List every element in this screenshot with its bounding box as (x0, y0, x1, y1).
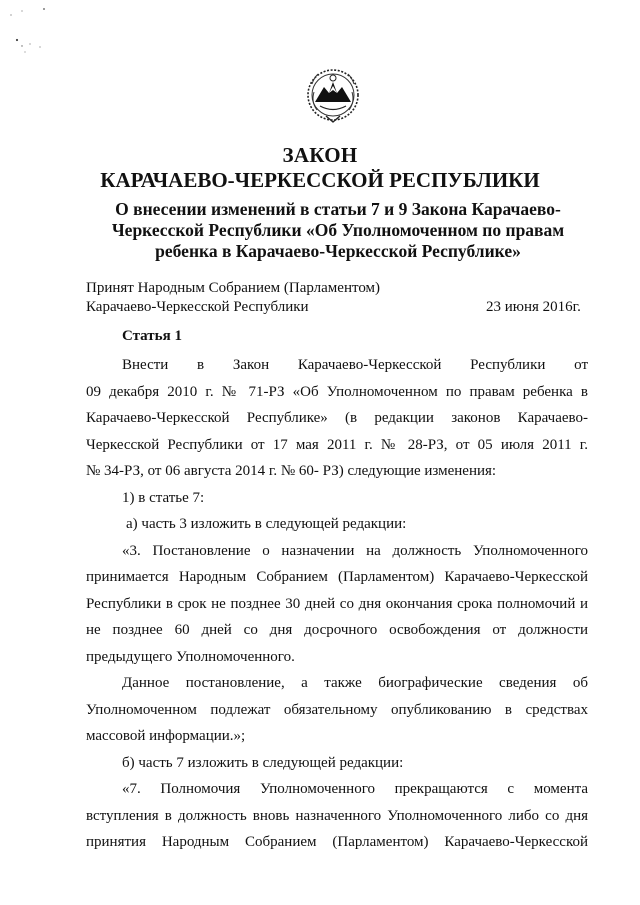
intro-line: Внести в Закон Карачаево-Черкесской Республики от (122, 357, 588, 373)
quote-part-7-line: вступления в должность вновь назначенного Уполномоченного либо со дня (86, 807, 588, 824)
subject-line: Черкесской Республики «Об Уполномоченном по правам (111, 220, 565, 240)
adoption-note (86, 279, 380, 317)
intro-line: Карачаево-Черкесской Республике» (в редакции законов Карачаево- (86, 410, 588, 426)
adoption-date: 23 июня 2016г. (486, 299, 581, 315)
intro-line: 09 декабря 2010 г. № 71-РЗ «Об Уполномоченном по правам ребенка в (86, 383, 588, 400)
quote-part-3-line: принимается Народным Собранием (Парламентом) Карачаево-Черкесской (86, 569, 588, 585)
list-item-part-7: б) часть 7 изложить в следующей редакции: (122, 754, 404, 771)
publication-line: Уполномоченном подлежат обязательному опубликованию в средствах (86, 701, 588, 718)
adoption-line: Принят Народным Собранием (Парламентом) (86, 280, 381, 296)
law-body (86, 325, 588, 856)
list-item-article-7: 1) в статье 7: (122, 489, 205, 506)
scan-artifact-marks (8, 6, 48, 56)
law-title: ЗАКОН (282, 143, 358, 167)
law-subject (78, 199, 598, 262)
coat-of-arms-emblem (302, 62, 364, 128)
publication-line: Данное постановление, а также биографические сведения об (122, 675, 588, 691)
publication-line: массовой информации.»; (86, 728, 246, 744)
subject-line: ребенка в Карачаево-Черкесской Республике» (155, 241, 521, 261)
adoption-line: Карачаево-Черкесской Республики (86, 299, 309, 315)
republic-title: КАРАЧАЕВО-ЧЕРКЕССКОЙ РЕСПУБЛИКИ (100, 168, 540, 192)
list-item-part-3: а) часть 3 изложить в следующей редакции: (126, 516, 407, 532)
quote-part-3-line: «3. Постановление о назначении на должность Уполномоченного (122, 542, 588, 559)
intro-line: Черкесской Республики от 17 мая 2011 г. № 28-РЗ, от 05 июля 2011 г. (86, 436, 588, 453)
quote-part-3-line: предыдущего Уполномоченного. (86, 648, 295, 665)
quote-part-7-line: принятия Народным Собранием (Парламентом) Карачаево-Черкесской (86, 834, 588, 850)
quote-part-7-line: «7. Полномочия Уполномоченного прекращаются с момента (122, 781, 588, 797)
subject-line: О внесении изменений в статьи 7 и 9 Закона Карачаево- (115, 199, 561, 219)
quote-part-3-line: не позднее 60 дней со дня досрочного освобождения от должности (86, 622, 588, 638)
intro-line: № 34-РЗ, от 06 августа 2014 г. № 60- РЗ) следующие изменения: (86, 463, 497, 479)
article-heading: Статья 1 (122, 328, 182, 344)
quote-part-3-line: Республики в срок не позднее 30 дней со дня окончания срока полномочий и (86, 595, 588, 612)
